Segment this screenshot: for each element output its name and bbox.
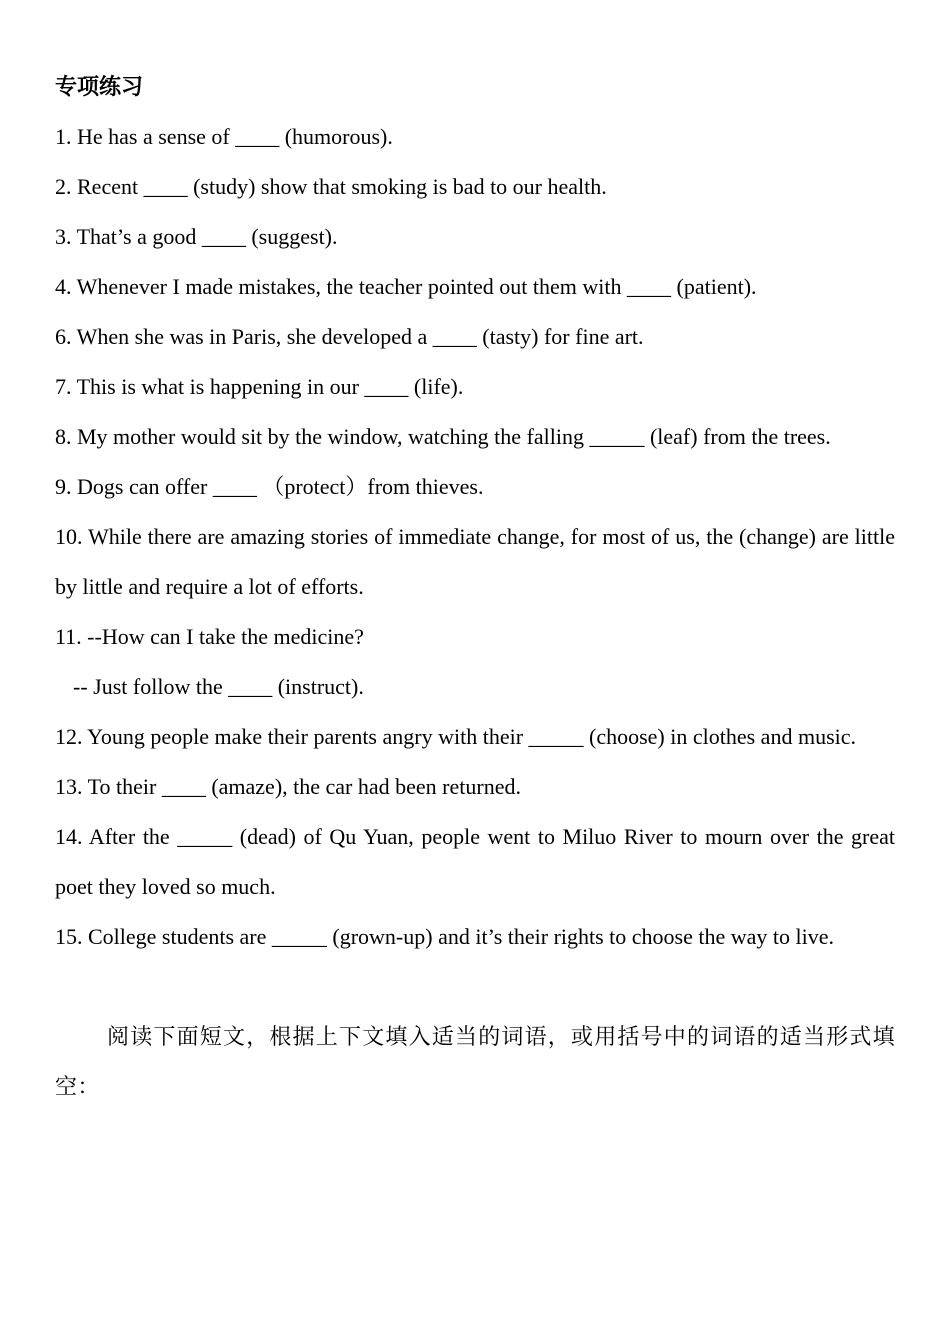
blank-spacer xyxy=(55,962,895,1012)
exercise-item-1: 1. He has a sense of ____ (humorous). xyxy=(55,124,393,149)
exercise-item-11-question: 11. --How can I take the medicine? xyxy=(55,624,364,649)
reading-instruction: 阅读下面短文，根据上下文填入适当的词语，或用括号中的词语的适当形式填空： xyxy=(55,1024,895,1099)
exercise-page xyxy=(55,62,895,1112)
exercise-item-4: 4. Whenever I made mistakes, the teacher pointed out them with ____ (patient). xyxy=(55,274,757,299)
exercise-item-14: 14. After the _____ (dead) of Qu Yuan, people went to Miluo River to mourn over the great poet they loved so much. xyxy=(55,824,895,899)
exercise-item-6: 6. When she was in Paris, she developed a ____ (tasty) for fine art. xyxy=(55,324,644,349)
exercise-item-7: 7. This is what is happening in our ____ (life). xyxy=(55,374,464,399)
exercise-item-10: 10. While there are amazing stories of immediate change, for most of us, the (change) are little by little and require a lot of efforts. xyxy=(55,524,895,599)
exercise-item-8: 8. My mother would sit by the window, watching the falling _____ (leaf) from the trees. xyxy=(55,424,831,449)
exercise-item-15: 15. College students are _____ (grown-up) and it’s their rights to choose the way to live. xyxy=(55,924,835,949)
exercise-item-3: 3. That’s a good ____ (suggest). xyxy=(55,224,338,249)
section-heading: 专项练习 xyxy=(55,74,144,99)
exercise-item-2: 2. Recent ____ (study) show that smoking is bad to our health. xyxy=(55,174,607,199)
exercise-item-13: 13. To their ____ (amaze), the car had been returned. xyxy=(55,774,521,799)
exercise-item-12: 12. Young people make their parents angry with their _____ (choose) in clothes and music. xyxy=(55,724,857,749)
exercise-item-9: 9. Dogs can offer ____ （protect）from thieves. xyxy=(55,474,484,499)
exercise-item-11-answer: -- Just follow the ____ (instruct). xyxy=(73,674,364,699)
